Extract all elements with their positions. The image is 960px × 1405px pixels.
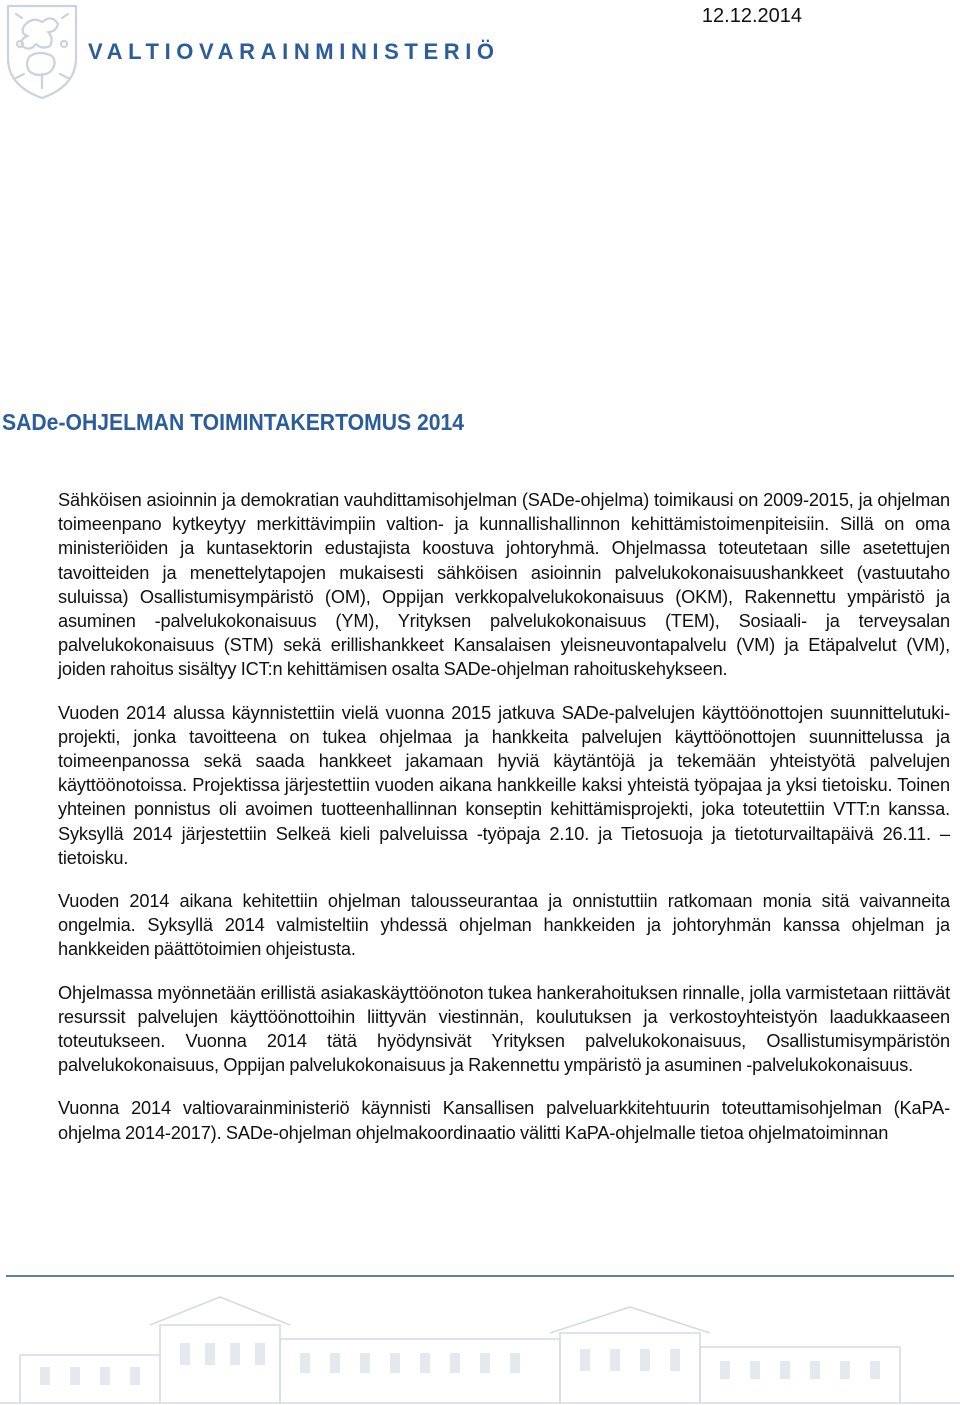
ministry-name: VALTIOVARAINMINISTERIÖ xyxy=(88,39,500,64)
paragraph-kapa-program: Vuonna 2014 valtiovarainministeriö käynnisti Kansallisen palveluarkkitehtuurin toteuttamisohjelman (KaPA-ohjelma 2014-2017). SADe-ohjelman ohjelmakoordinaatio välitti KaPA-ohjelmalle tietoa ohjelmatoiminnan xyxy=(58,1098,950,1143)
document-title: SADe-OHJELMAN TOIMINTAKERTOMUS 2014 xyxy=(2,409,465,435)
document-body xyxy=(58,488,950,1145)
paragraph-program-overview: Sähköisen asioinnin ja demokratian vauhdittamisohjelman (SADe-ohjelma) toimikausi on 2009-2015, ja ohjelman toimeenpano kytkeytyy merkittävimpiin valtion- ja kunnallishallinnon kehittämistoimenpiteisiin. Sillä on oma ministeriöiden ja kuntasektorin edustajista koostuva johtoryhmä. Ohjelmassa toteutetaan sille asetettujen tavoitteiden ja menettelytapojen mukaisesti sähköisen asioinnin palvelukokonaisuushankkeet (vastuutaho suluissa) Osallistumisympäristö (OM), Oppijan verkkopalvelukokonaisuus (OKM), Rakennettu ympäristö ja asuminen -palvelukokonaisuus (YM), Yrityksen palvelukokonaisuus (TEM), Sosiaali- ja terveysalan palvelukokonaisuus (STM) sekä erillishankkeet Kansalaisen yleisneuvontapalvelu (VM) ja Etäpalvelut (VM), joiden rahoitus sisältyy ICT:n kehittämisen osalta SADe-ohjelman rahoituskehykseen. xyxy=(58,490,950,680)
finnish-lion-coat-of-arms-icon xyxy=(2,0,82,100)
document-date: 12.12.2014 xyxy=(701,5,802,27)
footer-divider xyxy=(6,1275,954,1277)
government-palace-building-icon xyxy=(0,1285,960,1405)
paragraph-financial-monitoring: Vuoden 2014 aikana kehitettiin ohjelman talousseurantaa ja onnistuttiin ratkomaan monia sitä vaivanneita ongelmia. Syksyllä 2014 valmisteltiin yhdessä ohjelman hankkeiden ja johtoryhmän kanssa ohjelman ja hankkeiden päättötoimien ohjeistusta. xyxy=(58,891,950,960)
paragraph-customer-adoption: Ohjelmassa myönnetään erillistä asiakaskäyttöönoton tukea hankerahoituksen rinnalle, jolla varmistetaan riittävät resurssit palvelujen käyttöönottoihin liittyvän viestinnän, koulutuksen ja verkostoyhteistyön laadukkaaseen toteutukseen. Vuonna 2014 tätä hyödynsivät Yrityksen palvelukokonaisuus, Osallistumisympäristön palvelukokonaisuus, Oppijan palvelukokonaisuus ja Rakennettu ympäristö ja asuminen -palvelukokonaisuus. xyxy=(58,982,950,1076)
paragraph-planning-support: Vuoden 2014 alussa käynnistettiin vielä vuonna 2015 jatkuva SADe-palvelujen käyttöönottojen suunnittelutuki-projekti, jonka tavoitteena on tukea ohjelmaa ja hankkeita palvelujen käyttöönottojen suunnittelussa ja toimeenpanossa sekä saada hankkeet jakamaan hyviä käytäntöjä ja tekemään yhteistyötä palvelujen käyttöönotoissa. Projektissa järjestettiin vuoden aikana hankkeille kaksi yhteistä työpajaa ja yksi tietoisku. Toinen yhteinen ponnistus oli avoimen tuotteenhallinnan konseptin kehittämisprojekti, joka toteutettiin VTT:n kanssa. Syksyllä 2014 järjestettiin Selkeä kieli palveluissa -työpaja 2.10. ja Tietosuoja ja tietoturvailtapäivä 26.11. –tietoisku. xyxy=(58,702,950,868)
